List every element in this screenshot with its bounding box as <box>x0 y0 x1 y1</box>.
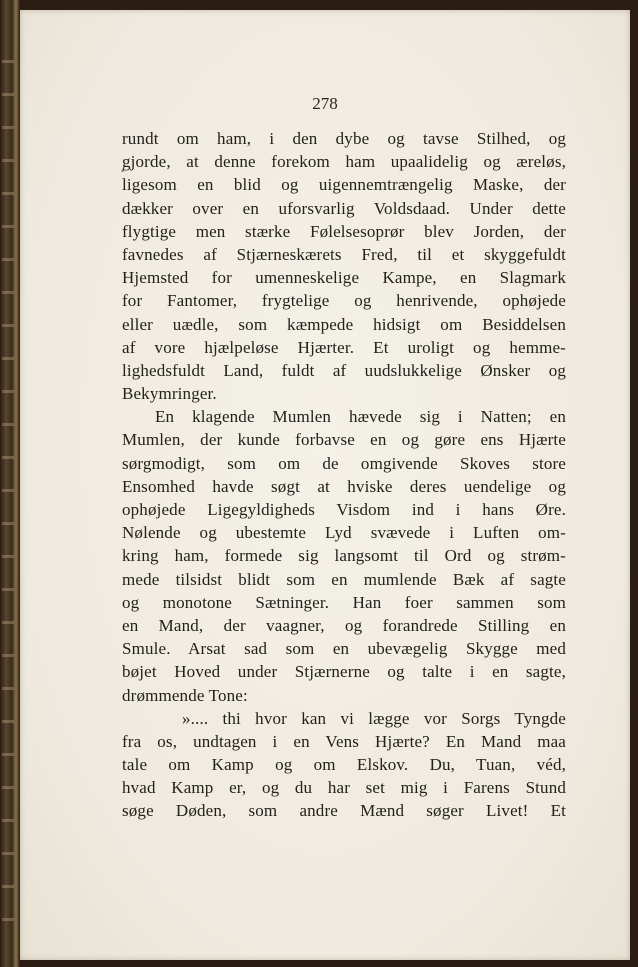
text-line: en Mand, der vaagner, og forandrede Stilling en <box>122 615 566 635</box>
text-line: Mumlen, der kunde forbavse en og gøre ens Hjærte <box>122 430 566 450</box>
page-number: 278 <box>312 94 338 113</box>
text-line: ».... thi hvor kan vi lægge vor Sorgs Tyngde <box>182 708 566 728</box>
text-line: for Fantomer, frygtelige og henrivende, ophøjede <box>122 291 566 311</box>
text-line: tale om Kamp og om Elskov. Du, Tuan, véd, <box>122 755 566 775</box>
text-line: sørgmodigt, som om de omgivende Skoves store <box>122 453 566 473</box>
text-line: Ensomhed havde søgt at hviske deres uendelige og <box>122 476 566 496</box>
text-line: favnedes af Stjærneskærets Fred, til et skyggefuldt <box>122 244 566 264</box>
text-line: kring ham, formede sig langsomt til Ord og strøm- <box>122 546 566 566</box>
text-line: eller uædle, som kæmpede hidsigt om Besiddelsen <box>122 314 566 334</box>
text-line: mede tilsidst blidt som en mumlende Bæk af sagte <box>122 569 566 589</box>
text-line: Hjemsted for umenneskelige Kampe, en Slagmark <box>122 268 566 288</box>
margin-mark: • <box>120 167 126 177</box>
text-line: flygtige men stærke Følelsesoprør blev Jorden, der <box>122 221 566 241</box>
text-line: lighedsfuldt Land, fuldt af uudslukkelige Ønsker og <box>122 360 566 380</box>
text-line: ophøjede Ligegyldigheds Visdom ind i hans Øre. <box>122 500 566 519</box>
text-line: bøjet Hoved under Stjærnerne og talte i en sagte, <box>122 662 566 682</box>
text-line: En klagende Mumlen hævede sig i Natten; en <box>155 407 566 427</box>
text-line: gjorde, at denne forekom ham upaalidelig og æreløs, <box>122 152 566 172</box>
text-line: og monotone Sætninger. Han foer sammen som <box>122 592 566 612</box>
text-line: af vore hjælpeløse Hjærter. Et uroligt og hemme- <box>122 337 566 357</box>
text-line: ligesom en blid og uigennemtrængelig Maske, der <box>122 175 566 195</box>
text-line: Nølende og ubestemte Lyd svævede i Luften om- <box>122 523 566 543</box>
text-line: drømmende Tone: <box>122 685 248 705</box>
text-line: rundt om ham, i den dybe og tavse Stilhed, og <box>122 129 566 148</box>
text-line: Smule. Arsat sad som en ubevægelig Skygge med <box>122 639 566 659</box>
text-line: dækker over en uforsvarlig Voldsdaad. Under dette <box>122 198 566 218</box>
text-line: Bekymringer. <box>122 384 217 404</box>
binding-edge <box>2 30 14 930</box>
text-line: fra os, undtagen i en Vens Hjærte? En Mand maa <box>122 731 566 751</box>
text-line: søge Døden, som andre Mænd søger Livet! Et <box>122 801 566 821</box>
text-line: hvad Kamp er, og du har set mig i Farens Stund <box>122 778 566 798</box>
body-text <box>122 127 566 823</box>
